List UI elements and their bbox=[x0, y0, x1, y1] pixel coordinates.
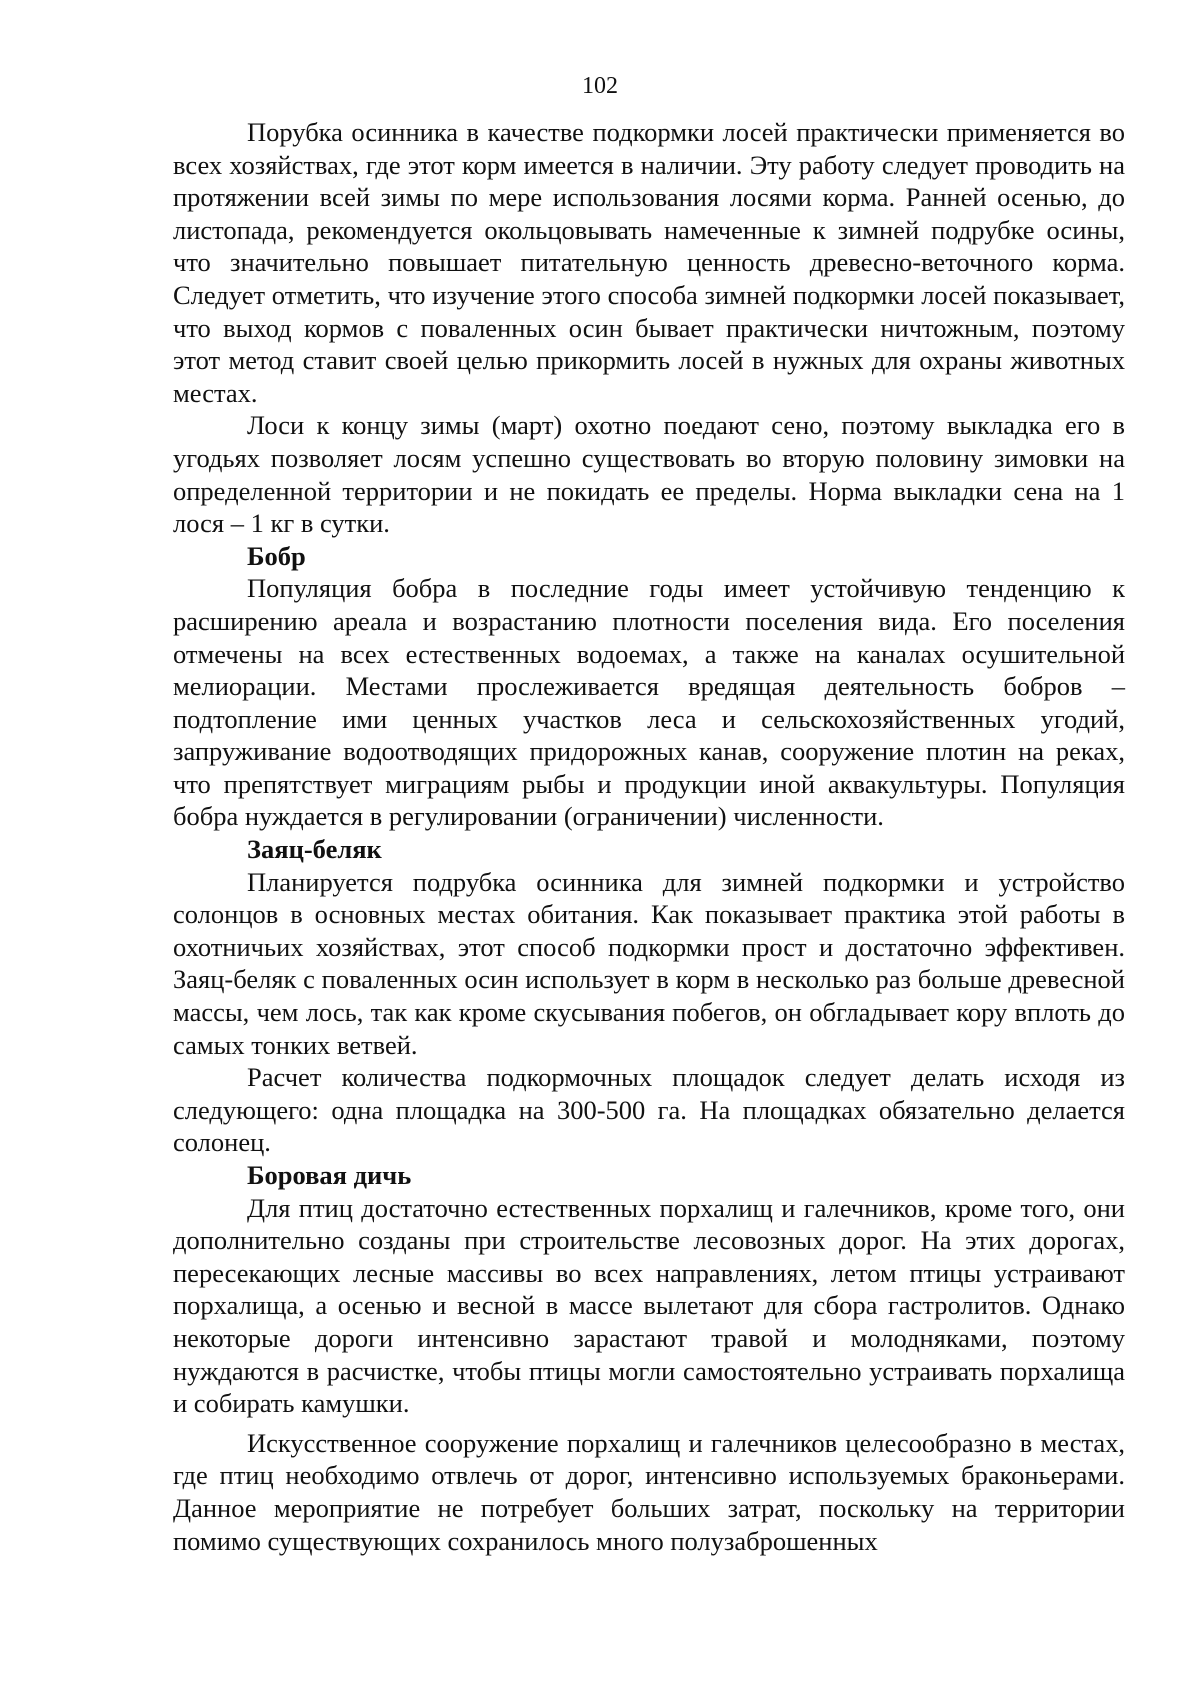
page-body bbox=[173, 116, 1125, 1557]
page-number: 102 bbox=[582, 73, 618, 99]
paragraph-aspen-felling: Порубка осинника в качестве подкормки лосей практически применяется во всех хозяйствах, где этот корм имеется в наличии. Эту работу следует проводить на протяжении всей зимы по мере использования лосями корма. Ранней осенью, до листопада, рекомендуется окольцовывать намеченные к зимней подрубке осины, что значительно повышает питательную ценность древесно-веточного корма. Следует отметить, что изучение этого способа зимней подкормки лосей показывает, что выход кормов с поваленных осин бывает практически ничтожным, поэтому этот метод ставит своей целью прикормить лосей в нужных для охраны животных местах. bbox=[173, 117, 1125, 408]
heading-hare: Заяц-беляк bbox=[247, 834, 382, 865]
paragraph-artificial-dust-baths: Искусственное сооружение порхалищ и галечников целесообразно в местах, где птиц необходимо отвлечь от дорог, интенсивно используемых браконьерами. Данное мероприятие не потребует больших затрат, поскольку на территории помимо существующих сохранилось много полузаброшенных bbox=[173, 1427, 1125, 1556]
heading-forest-game: Боровая дичь bbox=[247, 1160, 412, 1190]
paragraph-beaver: Популяция бобра в последние годы имеет устойчивую тенденцию к расширению ареала и возрастанию плотности поселения вида. Его поселения отмечены на всех естественных водоемах, а также на каналах осушительной мелиорации. Местами прослеживается вредящая деятельность бобров – подтопление ими ценных участков леса и сельскохозяйственных угодий, запруживание водоотводящих придорожных канав, сооружение плотин на реках, что препятствует миграциям рыбы и продукции иной аквакультуры. Популяция бобра нуждается в регулировании (ограничении) численности. bbox=[173, 573, 1125, 832]
paragraph-feeding-sites: Расчет количества подкормочных площадок следует делать исходя из следующего: одна площадка на 300-500 га. На площадках обязательно делается солонец. bbox=[173, 1062, 1125, 1158]
heading-beaver: Бобр bbox=[247, 540, 306, 571]
paragraph-moose-hay: Лоси к концу зимы (март) охотно поедают сено, поэтому выкладка его в угодьях позволяет лосям успешно существовать во вторую половину зимовки на определенной территории и не покидать ее пределы. Норма выкладки сена на 1 лося – 1 кг в сутки. bbox=[173, 410, 1125, 539]
paragraph-forest-game: Для птиц достаточно естественных порхалищ и галечников, кроме того, они дополнительно созданы при строительстве лесовозных дорог. На этих дорогах, пересекающих лесные массивы во всех направлениях, летом птицы устраивают порхалища, а осенью и весной в массе вылетают для сбора гастролитов. Однако некоторые дороги интенсивно зарастают травой и молодняками, поэтому нуждаются в расчистке, чтобы птицы могли самостоятельно устраивать порхалища и собирать камушки. bbox=[173, 1192, 1125, 1419]
paragraph-hare: Планируется подрубка осинника для зимней подкормки и устройство солонцов в основных местах обитания. Как показывает практика этой работы в охотничьих хозяйствах, этот способ подкормки прост и достаточно эффективен. Заяц-беляк с поваленных осин использует в корм в несколько раз больше древесной массы, чем лось, так как кроме скусывания побегов, он обгладывает кору вплоть до самых тонких ветвей. bbox=[173, 866, 1125, 1060]
